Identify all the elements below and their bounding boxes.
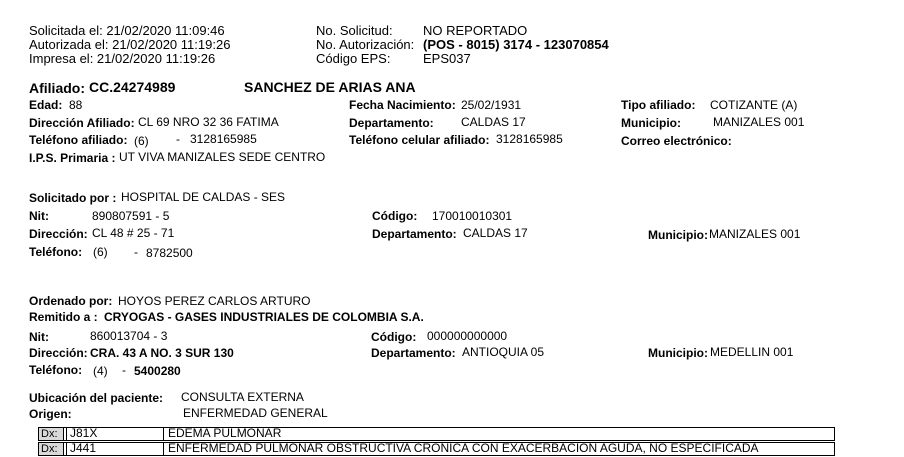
correo-electronico-label: Correo electrónico: [621,134,732,148]
fecha-nac-value: 25/02/1931 [461,98,522,112]
direccion-afiliado-value: CL 69 NRO 32 36 FATIMA [138,115,279,129]
ordenado-direccion-value: CRA. 43 A NO. 3 SUR 130 [90,346,234,360]
celular-afiliado-value: 3128165985 [496,132,563,146]
origen-label: Origen: [29,407,72,421]
ordenado-nit-label: Nit: [29,330,49,344]
solicitado-nit-value: 890807591 - 5 [92,209,170,223]
municipio-afiliado-label: Municipio: [621,116,681,130]
tipo-afiliado-label: Tipo afiliado: [621,98,696,112]
ordenado-telefono-ind: (4) [93,364,108,378]
solicitada-date: Solicitada el: 21/02/2020 11:09:46 [29,23,225,38]
afiliado-label: Afiliado: [29,80,85,96]
ubicacion-label: Ubicación del paciente: [29,391,164,405]
solicitado-telefono-sep: - [134,245,138,259]
solicitado-telefono-label: Teléfono: [29,245,83,259]
solicitado-departamento-label: Departamento: [372,227,457,241]
afiliado-id: CC.24274989 [89,79,176,95]
ordenado-direccion-label: Dirección: [29,346,88,360]
ordenado-departamento-label: Departamento: [371,346,456,360]
departamento-afiliado-value: CALDAS 17 [461,115,526,129]
ordenado-telefono-sep: - [122,363,126,377]
dx-label: Dx: [38,442,64,456]
solicitado-telefono-value: 8782500 [146,246,193,260]
telefono-afiliado-value: 3128165985 [190,132,257,146]
remitido-value: CRYOGAS - GASES INDUSTRIALES DE COLOMBIA S.A. [104,310,424,324]
solicitado-codigo-label: Código: [372,209,418,223]
edad-value: 88 [69,98,83,112]
ordenado-codigo-value: 000000000000 [427,329,508,343]
solicitado-nit-label: Nit: [29,209,49,223]
dx-description: ENFERMEDAD PULMONAR OBSTRUCTIVA CRONICA CON EXACERBACION AGUDA, NO ESPECIFICADA [168,441,759,455]
ubicacion-value: CONSULTA EXTERNA [181,390,304,404]
dx-code: J81X [66,427,164,441]
telefono-afiliado-sep: - [176,132,180,146]
remitido-label: Remitido a : [29,310,98,324]
ips-primaria-value: UT VIVA MANIZALES SEDE CENTRO [119,150,326,164]
no-autorizacion-value: (POS - 8015) 3174 - 123070854 [423,37,609,52]
autorizada-date: Autorizada el: 21/02/2020 11:19:26 [29,37,231,52]
edad-label: Edad: [29,98,63,112]
solicitado-municipio-value: MANIZALES 001 [709,227,801,241]
ordenado-nit-value: 860013704 - 3 [90,329,168,343]
municipio-afiliado-value: MANIZALES 001 [713,115,805,129]
dx-label: Dx: [38,427,64,441]
no-autorizacion-label: No. Autorización: [316,37,415,52]
solicitado-por-value: HOSPITAL DE CALDAS - SES [121,190,286,204]
ordenado-por-label: Ordenado por: [29,294,113,308]
ordenado-telefono-value: 5400280 [134,364,181,378]
codigo-eps-label: Código EPS: [316,51,391,66]
celular-afiliado-label: Teléfono celular afiliado: [349,133,490,147]
solicitado-telefono-ind: (6) [93,245,108,259]
dx-description: EDEMA PULMONAR [168,426,282,440]
telefono-afiliado-label: Teléfono afiliado: [29,133,128,147]
ordenado-municipio-value: MEDELLIN 001 [710,345,794,359]
ordenado-departamento-value: ANTIOQUIA 05 [462,345,545,359]
dx-code: J441 [66,442,164,456]
solicitado-departamento-value: CALDAS 17 [463,226,528,240]
ordenado-por-value: HOYOS PEREZ CARLOS ARTURO [118,294,311,308]
fecha-nac-label: Fecha Nacimiento: [349,98,456,112]
direccion-afiliado-label: Dirección Afiliado: [29,116,135,130]
codigo-eps-value: EPS037 [423,51,471,66]
afiliado-name: SANCHEZ DE ARIAS ANA [244,79,416,95]
solicitado-direccion-value: CL 48 # 25 - 71 [92,226,175,240]
tipo-afiliado-value: COTIZANTE (A) [710,98,798,112]
ordenado-telefono-label: Teléfono: [29,363,83,377]
solicitado-municipio-label: Municipio: [648,228,708,242]
ordenado-codigo-label: Código: [371,330,417,344]
ordenado-municipio-label: Municipio: [648,346,708,360]
solicitado-codigo-value: 170010010301 [432,209,513,223]
no-solicitud-value: NO REPORTADO [423,23,528,38]
solicitado-por-label: Solicitado por : [29,191,117,205]
ips-primaria-label: I.P.S. Primaria : [29,151,116,165]
solicitado-direccion-label: Dirección: [29,227,88,241]
no-solicitud-label: No. Solicitud: [316,23,393,38]
impresa-date: Impresa el: 21/02/2020 11:19:26 [29,51,216,66]
origen-value: ENFERMEDAD GENERAL [183,406,328,420]
departamento-afiliado-label: Departamento: [349,116,434,130]
telefono-afiliado-ind: (6) [134,134,149,148]
